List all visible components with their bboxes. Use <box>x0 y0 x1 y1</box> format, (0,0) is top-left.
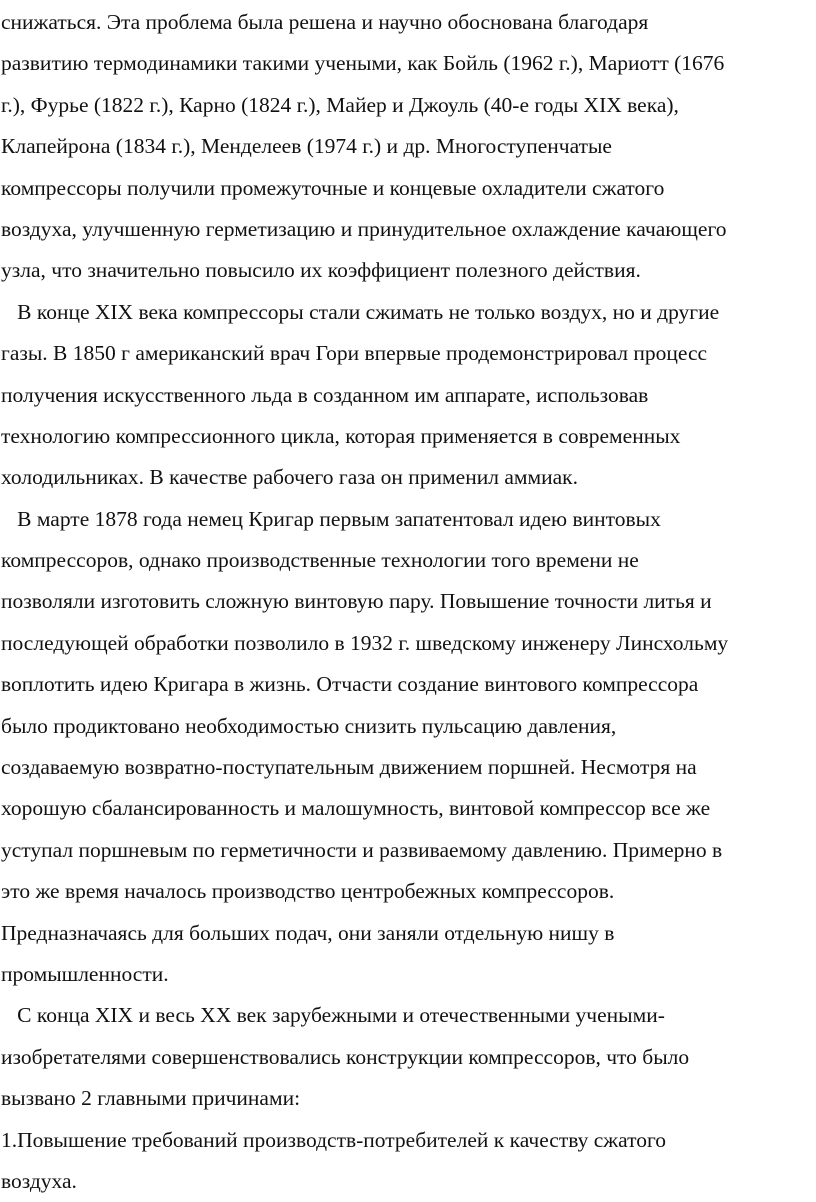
text-line-13: В марте 1878 года немец Кригар первым запатентовал идею винтовых <box>1 506 661 531</box>
text-line-4: Клапейрона (1834 г.), Менделеев (1974 г.) и др. Многоступенчатые <box>1 134 612 159</box>
text-line-1: снижаться. Эта проблема была решена и научно обоснована благодаря <box>1 10 649 34</box>
text-line-19: создаваемую возвратно-поступательным движением поршней. Несмотря на <box>1 755 697 780</box>
text-line-6: воздуха, улучшенную герметизацию и принудительное охлаждение качающего <box>1 216 727 241</box>
text-line-12: холодильниках. В качестве рабочего газа он применил аммиак. <box>1 465 578 490</box>
text-line-17: воплотить идею Кригара в жизнь. Отчасти создание винтового компрессора <box>1 672 699 697</box>
text-line-9: газы. В 1850 г американский врач Гори впервые продемонстрировал процесс <box>1 341 708 366</box>
text-line-2: развитию термодинамики такими учеными, как Бойль (1962 г.), Мариотт (1676 <box>1 51 725 76</box>
text-line-16: последующей обработки позволило в 1932 г. шведскому инженеру Линсхольму <box>1 630 729 655</box>
text-line-24: промышленности. <box>1 961 169 986</box>
text-line-21: уступал поршневым по герметичности и развиваемому давлению. Примерно в <box>1 837 723 862</box>
text-line-22: это же время началось производство центробежных компрессоров. <box>1 879 615 904</box>
text-line-18: было продиктовано необходимостью снизить пульсацию давления, <box>1 713 617 738</box>
text-line-14: компрессоров, однако производственные технологии того времени не <box>1 548 639 573</box>
text-line-23: Предназначаясь для больших подач, они заняли отдельную нишу в <box>1 920 615 945</box>
text-line-29: воздуха. <box>1 1168 77 1193</box>
text-line-7: узла, что значительно повысило их коэффициент полезного действия. <box>1 258 641 283</box>
text-line-25: С конца XIX и весь XX век зарубежными и отечественными учеными- <box>1 1003 665 1028</box>
text-line-28: 1.Повышение требований производств-потребителей к качеству сжатого <box>1 1127 667 1152</box>
text-line-15: позволяли изготовить сложную винтовую пару. Повышение точности литья и <box>1 589 712 614</box>
text-line-3: г.), Фурье (1822 г.), Карно (1824 г.), Майер и Джоуль (40-е годы XIX века), <box>1 92 679 117</box>
text-line-10: получения искусственного льда в созданном им аппарате, использовав <box>1 382 649 407</box>
text-line-20: хорошую сбалансированность и малошумность, винтовой компрессор все же <box>1 796 711 821</box>
text-line-27: вызвано 2 главными причинами: <box>1 1086 301 1111</box>
text-line-8: В конце XIX века компрессоры стали сжимать не только воздух, но и другие <box>1 299 720 324</box>
text-line-5: компрессоры получили промежуточные и концевые охладители сжатого <box>1 175 665 200</box>
text-line-26: изобретателями совершенствовались конструкции компрессоров, что было <box>1 1044 690 1069</box>
text-line-11: технологию компрессионного цикла, которая применяется в современных <box>1 423 681 448</box>
